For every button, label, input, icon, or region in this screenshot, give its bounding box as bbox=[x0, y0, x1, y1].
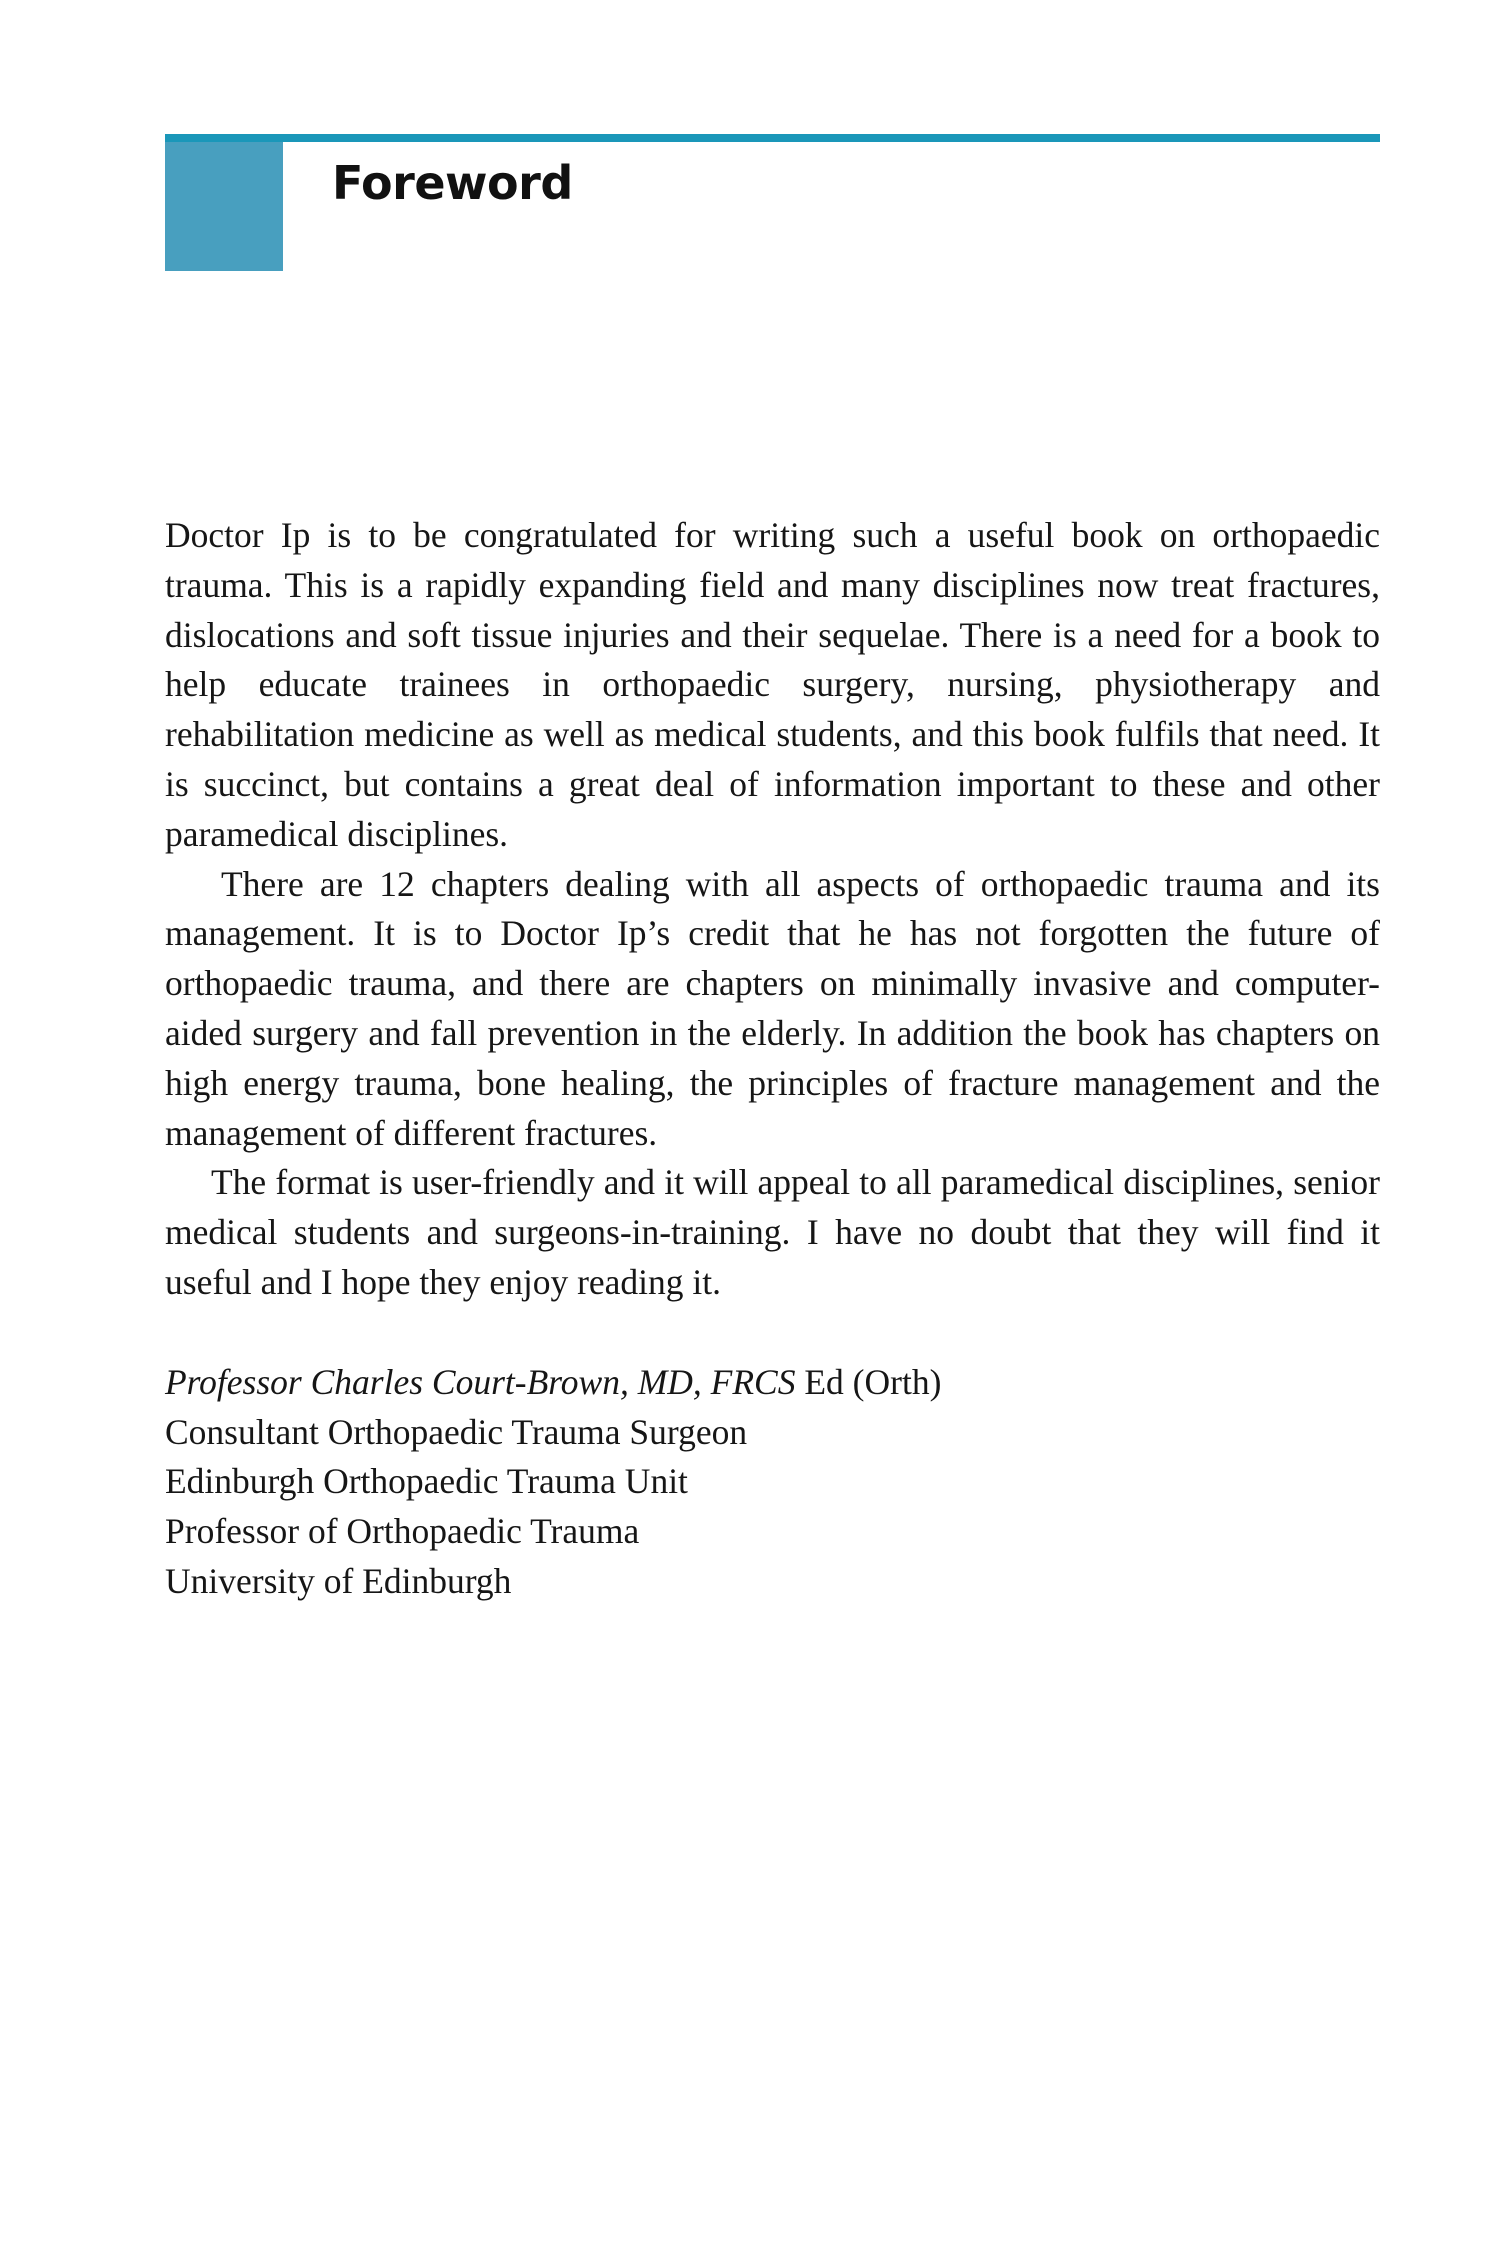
signature-title-2: Professor of Orthopaedic Trauma bbox=[165, 1511, 640, 1552]
signature-title-1: Consultant Orthopaedic Trauma Surgeon bbox=[165, 1411, 748, 1452]
chapter-title: Foreword bbox=[332, 156, 573, 210]
signature-affiliation-1: Edinburgh Orthopaedic Trauma Unit bbox=[165, 1461, 688, 1502]
paragraph-1: Doctor Ip is to be congratulated for writing such a useful book on orthopaedic trauma. This is a rapidly expanding field and many disciplines now treat fractures, dislocations and soft tissue injuries and their sequelae. There is a need for a book to help educate trainees in orthopaedic surgery, nursing, physiotherapy and rehabilitation medicine as well as medical students, and this book fulfils that need. It is succinct, but contains a great deal of information important to these and other paramedical disciplines. bbox=[165, 515, 1380, 854]
foreword-body bbox=[165, 511, 1380, 1607]
signature-name: Professor Charles Court-Brown, MD, FRCS bbox=[165, 1361, 796, 1402]
signature-name-line bbox=[165, 1358, 1380, 1408]
paragraph-2: There are 12 chapters dealing with all aspects of orthopaedic trauma and its management. It is to Doctor Ip’s credit that he has not forgotten the future of orthopaedic trauma, and there are chapters on minimally invasive and computer-aided surgery and fall prevention in the elderly. In addition the book has chapters on high energy trauma, bone healing, the principles of fracture management and the management of different fractures. bbox=[165, 863, 1380, 1153]
signature-affiliation-2: University of Edinburgh bbox=[165, 1560, 512, 1601]
header-rule bbox=[165, 134, 1380, 142]
signature-block bbox=[165, 1358, 1380, 1607]
chapter-accent-block bbox=[165, 142, 283, 271]
paragraph-3: The format is user-friendly and it will appeal to all paramedical disciplines, senior medical students and surgeons-in-training. I have no doubt that they will find it useful and I hope they enjoy reading it. bbox=[165, 1162, 1380, 1302]
signature-qualification: Ed (Orth) bbox=[795, 1361, 942, 1402]
